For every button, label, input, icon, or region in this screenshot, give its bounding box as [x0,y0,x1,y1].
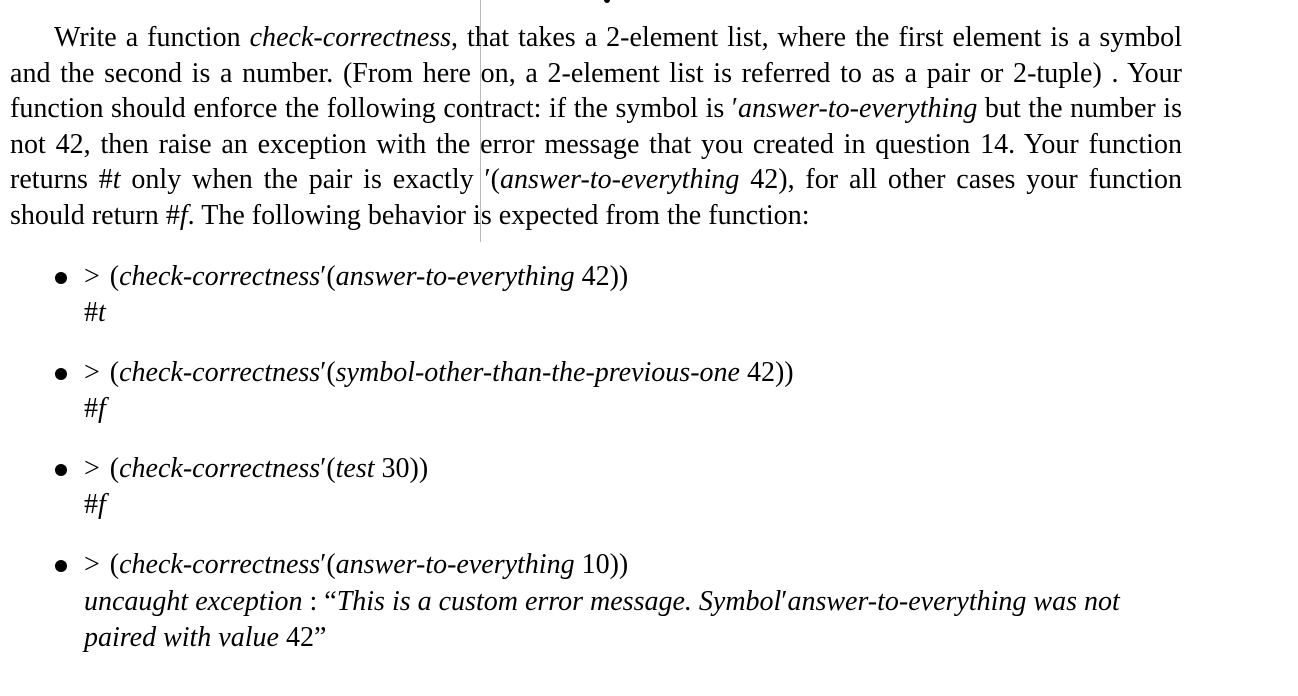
example-4-function: check-correctness [119,549,321,580]
example-2-function: check-correctness [119,357,321,388]
para-text-6: . The following behavior is expected from the function: [187,199,810,231]
para-text-2: , that takes a 2-element list, where the first element is a symbol and the second is a number. (From here on, a 2-element list is referred to as a pair or 2-tuple) . Your function should enforce the following contract: if the symbol is [10,22,1182,125]
prompt-symbol: > [84,549,100,580]
example-1-function: check-correctness [119,261,321,292]
example-4-symbol: answer-to-everything [335,549,575,580]
example-3-symbol: test [335,453,375,484]
bullet-4 [55,560,67,572]
para-text-1: Write a function [54,22,250,53]
result-hash: # [84,297,98,328]
function-name: check-correctness [249,22,452,53]
example-4-call: > (check-correctness′(answer-to-everything 10)) [84,549,629,580]
exception-message-line1-end: was not [1033,586,1120,617]
bullet-3 [55,464,67,476]
result-value: f [98,489,106,520]
false-hash: # [165,199,180,231]
result-value: t [98,297,106,328]
example-2-symbol: symbol-other-than-the-previous-one [335,357,740,388]
para-text-4: only when the pair is exactly [120,164,485,196]
symbol-name-1: answer-to-everything [738,93,978,125]
example-1-call: > (check-correctness′(answer-to-everything 42)) [84,261,629,292]
example-2-call: > (check-correctness′(symbol-other-than-the-previous-one 42)) [84,357,794,388]
false-value: f [179,199,188,231]
exception-number: 42 [285,621,314,653]
page-top-mark [604,0,610,3]
example-1-number: 42 [581,261,610,292]
bullet-1 [55,272,67,284]
problem-paragraph: Write a function check-correctness, that takes a 2-element list, where the first element is a symbol and the second is a number. (From here on, a 2-element list is referred to as a pair or 2-tuple) . Your function should enforce the following contract: if the symbol is ′answer-to-everything but the number is not 42, then raise an exception with the error message that you created in question 14. Your function returns #t only when the pair is exactly ′(answer-to-everything 42), for all other cases your function should return #f. The following behavior is expected from the function: [10,22,1182,231]
example-4-exception: uncaught exception : “This is a custom error message. Symbol′answer-to-everything was not paired with value 42” [84,586,1120,653]
example-3-function: check-correctness [119,453,321,484]
example-3-number: 30 [381,453,410,484]
example-3-call: > (check-correctness′(test 30)) [84,453,429,484]
prompt-symbol: > [84,261,100,292]
para-text-3: but the number is not 42, then raise an exception with the error message that you created in question 14. Your function returns [10,93,1182,196]
result-value: f [98,393,106,424]
exception-label: uncaught exception [84,586,303,617]
example-1-symbol: answer-to-everything [335,261,575,292]
example-1-result [84,296,106,330]
exception-message-line1: This is a custom error message. Symbol [336,586,782,617]
exception-message-line2: paired with value [84,621,279,653]
true-value: t [112,164,121,196]
example-3-result [84,488,106,522]
prompt-symbol: > [84,453,100,484]
example-2-result [84,392,106,426]
pair-number: 42 [750,164,779,196]
prompt-symbol: > [84,357,100,388]
result-hash: # [84,489,98,520]
bullet-2 [55,368,67,380]
exception-symbol: answer-to-everything [787,586,1027,617]
pair-symbol: answer-to-everything [500,164,740,196]
para-text-5: ), for all other cases your function should return [10,164,1182,231]
true-hash: # [98,164,113,196]
example-2-number: 42 [746,357,775,388]
result-hash: # [84,393,98,424]
example-4-number: 10 [581,549,610,580]
